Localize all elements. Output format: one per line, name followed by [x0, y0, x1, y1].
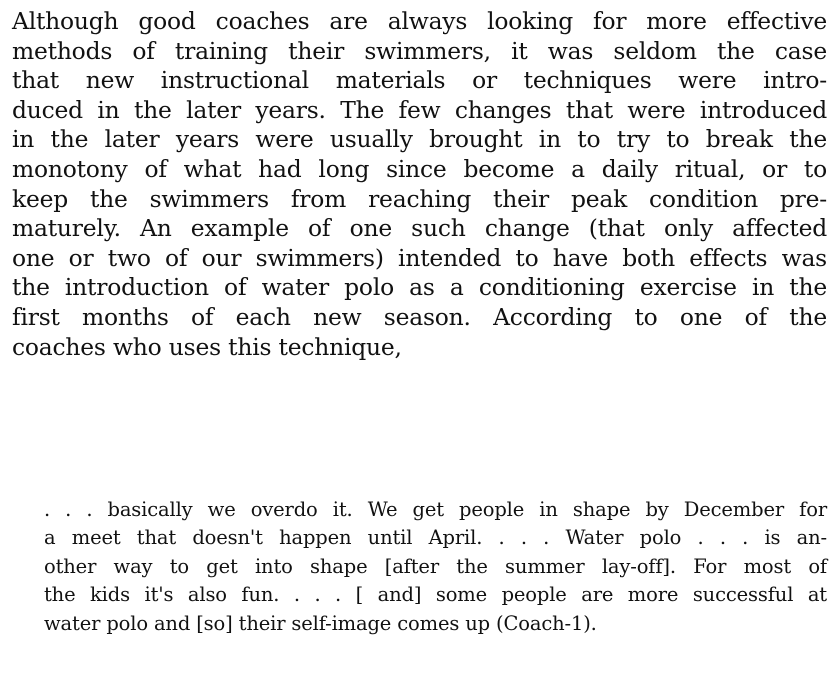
paragraph-line: monotony of what had long since become a daily ritual, or to — [12, 154, 827, 183]
quote-line: water polo and [so] their self-image comes up (Coach-1). — [44, 611, 597, 635]
paragraph-line: maturely. An example of one such change (that only affected — [12, 214, 827, 243]
block-quote — [44, 496, 827, 638]
paragraph-line: coaches who uses this technique, — [12, 332, 402, 361]
paragraph-line: Although good coaches are always looking for more effective — [12, 7, 827, 35]
body-paragraph — [12, 7, 827, 362]
quote-line: . . . basically we overdo it. We get people in shape by December for — [44, 498, 827, 521]
paragraph-line: duced in the later years. The few changes that were introduced — [12, 95, 827, 124]
paragraph-line: that new instructional materials or techniques were intro- — [12, 66, 827, 95]
paragraph-line: in the later years were usually brought in to try to break the — [12, 125, 827, 154]
paragraph-line: keep the swimmers from reaching their peak condition pre- — [12, 184, 827, 213]
paragraph-line: methods of training their swimmers, it was seldom the case — [12, 36, 827, 65]
quote-line: a meet that doesn't happen until April. . . . Water polo . . . is an- — [44, 526, 827, 550]
paragraph-line: one or two of our swimmers) intended to have both effects was — [12, 243, 827, 272]
paragraph-line: the introduction of water polo as a conditioning exercise in the — [12, 273, 827, 302]
quote-line: other way to get into shape [after the summer lay-off]. For most of — [44, 554, 827, 578]
paragraph-line: first months of each new season. According to one of the — [12, 302, 827, 331]
quote-line: the kids it's also fun. . . . [ and] some people are more successful at — [44, 583, 827, 607]
